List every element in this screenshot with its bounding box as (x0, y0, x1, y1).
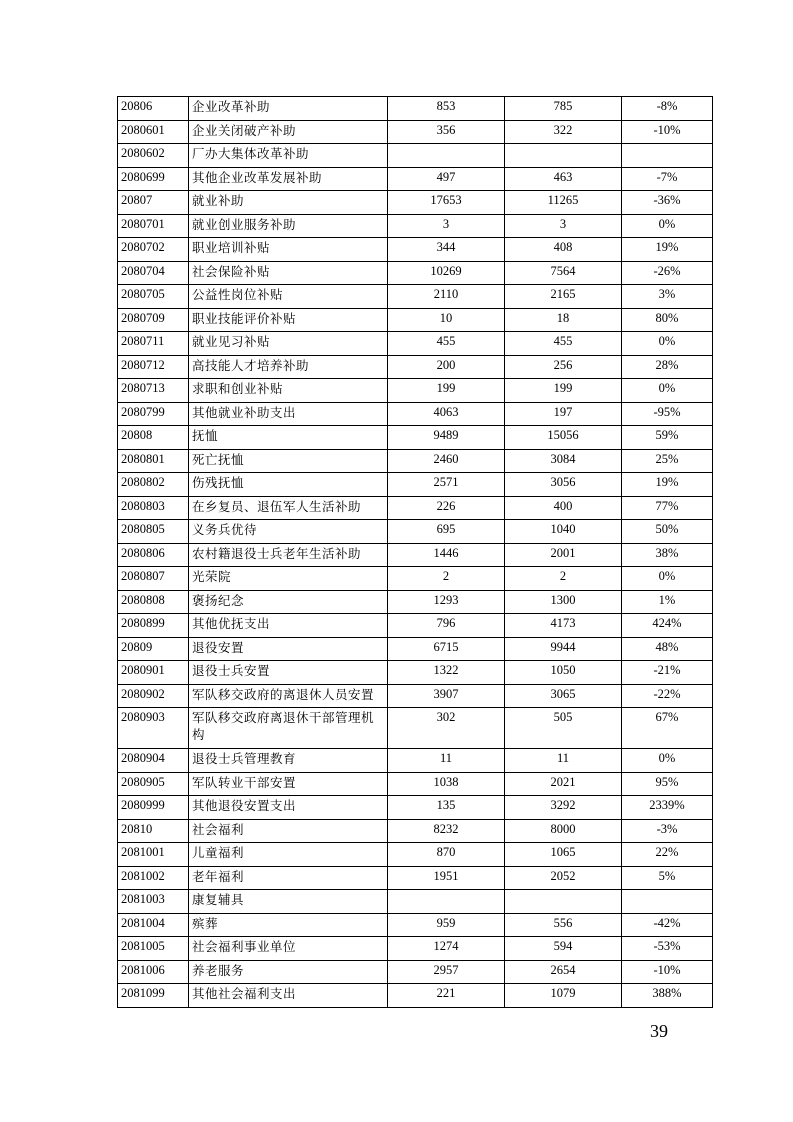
row-value-current: 18 (505, 308, 622, 332)
row-change-percent: -53% (622, 937, 713, 961)
row-value-current: 7564 (505, 261, 622, 285)
row-code: 2080709 (118, 308, 189, 332)
row-item-name: 企业关闭破产补助 (189, 120, 388, 144)
row-value-current: 3 (505, 214, 622, 238)
row-value-prior: 695 (388, 520, 505, 544)
row-change-percent: 59% (622, 426, 713, 450)
row-item-name: 就业补助 (189, 191, 388, 215)
row-item-name: 军队移交政府的离退休人员安置 (189, 684, 388, 708)
row-code: 2081005 (118, 937, 189, 961)
row-item-name: 退役士兵安置 (189, 661, 388, 685)
row-value-current: 400 (505, 496, 622, 520)
row-item-name: 儿童福利 (189, 843, 388, 867)
row-item-name: 社会保险补贴 (189, 261, 388, 285)
row-value-prior: 226 (388, 496, 505, 520)
table-row (118, 937, 713, 961)
row-change-percent: 424% (622, 614, 713, 638)
row-value-current: 463 (505, 167, 622, 191)
row-value-prior: 3907 (388, 684, 505, 708)
row-item-name: 高技能人才培养补助 (189, 355, 388, 379)
row-code: 2080705 (118, 285, 189, 309)
row-value-prior: 11 (388, 749, 505, 773)
row-change-percent: 77% (622, 496, 713, 520)
table-row (118, 637, 713, 661)
row-change-percent: 50% (622, 520, 713, 544)
table-row (118, 308, 713, 332)
table-row (118, 984, 713, 1008)
row-item-name: 其他优抚支出 (189, 614, 388, 638)
row-value-prior: 1446 (388, 543, 505, 567)
table-row (118, 426, 713, 450)
row-item-name: 抚恤 (189, 426, 388, 450)
row-code: 2080899 (118, 614, 189, 638)
row-item-name: 死亡抚恤 (189, 449, 388, 473)
row-code: 2080711 (118, 332, 189, 356)
row-item-name: 伤残抚恤 (189, 473, 388, 497)
row-value-prior: 8232 (388, 819, 505, 843)
row-code: 2080601 (118, 120, 189, 144)
row-value-current: 4173 (505, 614, 622, 638)
row-value-current (505, 890, 622, 914)
row-change-percent: -3% (622, 819, 713, 843)
row-value-prior: 1038 (388, 772, 505, 796)
row-change-percent (622, 144, 713, 168)
row-value-current: 785 (505, 97, 622, 121)
table-row (118, 449, 713, 473)
table-row (118, 684, 713, 708)
row-change-percent: 48% (622, 637, 713, 661)
row-value-current: 2165 (505, 285, 622, 309)
row-value-prior: 497 (388, 167, 505, 191)
row-value-prior: 1274 (388, 937, 505, 961)
row-value-prior: 344 (388, 238, 505, 262)
row-change-percent: -95% (622, 402, 713, 426)
table-row (118, 819, 713, 843)
row-change-percent: 0% (622, 214, 713, 238)
row-code: 2081004 (118, 913, 189, 937)
row-value-current: 2654 (505, 960, 622, 984)
row-item-name: 其他退役安置支出 (189, 796, 388, 820)
row-change-percent: -7% (622, 167, 713, 191)
row-item-name: 厂办大集体改革补助 (189, 144, 388, 168)
row-code: 2081003 (118, 890, 189, 914)
row-value-current: 2001 (505, 543, 622, 567)
row-value-current: 11 (505, 749, 622, 773)
table-row (118, 191, 713, 215)
table-row (118, 543, 713, 567)
row-code: 2080903 (118, 708, 189, 749)
row-code: 2080901 (118, 661, 189, 685)
row-value-current: 1079 (505, 984, 622, 1008)
table-row (118, 167, 713, 191)
row-value-current: 199 (505, 379, 622, 403)
row-change-percent: 95% (622, 772, 713, 796)
row-change-percent: -10% (622, 120, 713, 144)
row-value-current: 556 (505, 913, 622, 937)
budget-table-body (118, 97, 713, 1008)
row-value-current: 2021 (505, 772, 622, 796)
row-item-name: 褒扬纪念 (189, 590, 388, 614)
row-value-prior: 455 (388, 332, 505, 356)
row-code: 2080806 (118, 543, 189, 567)
row-item-name: 老年福利 (189, 866, 388, 890)
table-row (118, 590, 713, 614)
row-code: 2080602 (118, 144, 189, 168)
row-code: 2080699 (118, 167, 189, 191)
table-row (118, 708, 713, 749)
row-code: 2080702 (118, 238, 189, 262)
row-change-percent: -22% (622, 684, 713, 708)
row-value-prior: 959 (388, 913, 505, 937)
table-row (118, 332, 713, 356)
table-row (118, 749, 713, 773)
row-value-current: 3065 (505, 684, 622, 708)
row-item-name: 求职和创业补贴 (189, 379, 388, 403)
row-code: 2081001 (118, 843, 189, 867)
row-change-percent: 67% (622, 708, 713, 749)
row-item-name: 康复辅具 (189, 890, 388, 914)
table-row (118, 772, 713, 796)
table-row (118, 866, 713, 890)
table-row (118, 238, 713, 262)
row-code: 2081002 (118, 866, 189, 890)
row-code: 2080713 (118, 379, 189, 403)
row-value-prior: 1322 (388, 661, 505, 685)
row-value-current: 256 (505, 355, 622, 379)
row-change-percent: -36% (622, 191, 713, 215)
row-code: 2080807 (118, 567, 189, 591)
row-change-percent: -8% (622, 97, 713, 121)
row-item-name: 职业技能评价补贴 (189, 308, 388, 332)
table-row (118, 520, 713, 544)
row-value-prior: 17653 (388, 191, 505, 215)
row-value-current: 9944 (505, 637, 622, 661)
row-code: 2081006 (118, 960, 189, 984)
row-value-prior: 302 (388, 708, 505, 749)
row-value-current: 455 (505, 332, 622, 356)
row-item-name: 公益性岗位补贴 (189, 285, 388, 309)
table-row (118, 144, 713, 168)
table-row (118, 214, 713, 238)
row-change-percent: 28% (622, 355, 713, 379)
table-row (118, 796, 713, 820)
row-code: 20808 (118, 426, 189, 450)
row-item-name: 社会福利事业单位 (189, 937, 388, 961)
row-value-current: 1040 (505, 520, 622, 544)
row-change-percent: 38% (622, 543, 713, 567)
row-code: 2080712 (118, 355, 189, 379)
row-value-prior: 796 (388, 614, 505, 638)
row-value-current: 1065 (505, 843, 622, 867)
row-item-name: 就业见习补贴 (189, 332, 388, 356)
row-value-current: 2052 (505, 866, 622, 890)
row-value-prior: 853 (388, 97, 505, 121)
row-value-prior: 2110 (388, 285, 505, 309)
row-code: 2080801 (118, 449, 189, 473)
row-value-current: 408 (505, 238, 622, 262)
row-value-current: 594 (505, 937, 622, 961)
row-value-prior: 870 (388, 843, 505, 867)
page-number: 39 (650, 1021, 668, 1041)
row-value-prior: 221 (388, 984, 505, 1008)
row-change-percent: 0% (622, 379, 713, 403)
row-value-prior: 10269 (388, 261, 505, 285)
row-value-prior: 2571 (388, 473, 505, 497)
row-item-name: 在乡复员、退伍军人生活补助 (189, 496, 388, 520)
row-change-percent: 25% (622, 449, 713, 473)
row-item-name: 义务兵优待 (189, 520, 388, 544)
row-value-prior (388, 144, 505, 168)
row-item-name: 就业创业服务补助 (189, 214, 388, 238)
table-row (118, 379, 713, 403)
row-code: 20809 (118, 637, 189, 661)
row-change-percent: 22% (622, 843, 713, 867)
row-item-name: 军队移交政府离退休干部管理机构 (189, 708, 388, 749)
row-change-percent: -26% (622, 261, 713, 285)
row-change-percent: 0% (622, 332, 713, 356)
row-code: 2080805 (118, 520, 189, 544)
row-value-prior: 4063 (388, 402, 505, 426)
row-value-current: 2 (505, 567, 622, 591)
row-value-current: 1300 (505, 590, 622, 614)
row-value-prior: 2 (388, 567, 505, 591)
row-item-name: 企业改革补助 (189, 97, 388, 121)
row-value-prior: 3 (388, 214, 505, 238)
row-change-percent: 80% (622, 308, 713, 332)
row-item-name: 退役士兵管理教育 (189, 749, 388, 773)
row-value-prior: 2957 (388, 960, 505, 984)
table-row (118, 614, 713, 638)
row-value-prior: 356 (388, 120, 505, 144)
row-value-prior: 199 (388, 379, 505, 403)
row-item-name: 光荣院 (189, 567, 388, 591)
row-item-name: 养老服务 (189, 960, 388, 984)
row-value-current: 8000 (505, 819, 622, 843)
row-code: 2080904 (118, 749, 189, 773)
row-change-percent (622, 890, 713, 914)
row-change-percent: -42% (622, 913, 713, 937)
row-code: 20807 (118, 191, 189, 215)
row-item-name: 其他企业改革发展补助 (189, 167, 388, 191)
row-code: 2080999 (118, 796, 189, 820)
row-change-percent: 1% (622, 590, 713, 614)
row-change-percent: 5% (622, 866, 713, 890)
table-row (118, 960, 713, 984)
row-value-prior: 135 (388, 796, 505, 820)
table-row (118, 890, 713, 914)
row-code: 2080902 (118, 684, 189, 708)
table-row (118, 496, 713, 520)
table-row (118, 402, 713, 426)
row-code: 20810 (118, 819, 189, 843)
row-value-prior: 1951 (388, 866, 505, 890)
budget-table (117, 96, 713, 1008)
row-item-name: 军队转业干部安置 (189, 772, 388, 796)
table-row (118, 473, 713, 497)
row-value-current: 197 (505, 402, 622, 426)
row-code: 2080905 (118, 772, 189, 796)
row-value-prior (388, 890, 505, 914)
row-value-current: 3292 (505, 796, 622, 820)
table-row (118, 661, 713, 685)
table-row (118, 261, 713, 285)
row-change-percent: -10% (622, 960, 713, 984)
row-value-current: 15056 (505, 426, 622, 450)
table-row (118, 567, 713, 591)
row-item-name: 社会福利 (189, 819, 388, 843)
table-row (118, 97, 713, 121)
table-row (118, 285, 713, 309)
table-row (118, 120, 713, 144)
row-change-percent: 0% (622, 567, 713, 591)
row-value-prior: 6715 (388, 637, 505, 661)
row-item-name: 退役安置 (189, 637, 388, 661)
row-value-prior: 200 (388, 355, 505, 379)
row-code: 2080803 (118, 496, 189, 520)
table-row (118, 843, 713, 867)
row-item-name: 其他社会福利支出 (189, 984, 388, 1008)
row-change-percent: 19% (622, 238, 713, 262)
row-change-percent: 0% (622, 749, 713, 773)
row-change-percent: 2339% (622, 796, 713, 820)
row-value-prior: 1293 (388, 590, 505, 614)
row-item-name: 殡葬 (189, 913, 388, 937)
row-value-current: 1050 (505, 661, 622, 685)
row-item-name: 其他就业补助支出 (189, 402, 388, 426)
row-change-percent: -21% (622, 661, 713, 685)
row-item-name: 职业培训补贴 (189, 238, 388, 262)
row-code: 2080802 (118, 473, 189, 497)
row-value-current: 505 (505, 708, 622, 749)
row-value-current: 11265 (505, 191, 622, 215)
row-code: 2080808 (118, 590, 189, 614)
table-row (118, 355, 713, 379)
row-value-current: 3084 (505, 449, 622, 473)
row-change-percent: 3% (622, 285, 713, 309)
row-value-current: 322 (505, 120, 622, 144)
row-code: 2080701 (118, 214, 189, 238)
row-change-percent: 19% (622, 473, 713, 497)
row-value-prior: 10 (388, 308, 505, 332)
row-value-prior: 9489 (388, 426, 505, 450)
row-code: 20806 (118, 97, 189, 121)
table-row (118, 913, 713, 937)
row-change-percent: 388% (622, 984, 713, 1008)
row-code: 2080704 (118, 261, 189, 285)
row-item-name: 农村籍退役士兵老年生活补助 (189, 543, 388, 567)
row-value-current (505, 144, 622, 168)
row-code: 2080799 (118, 402, 189, 426)
row-value-current: 3056 (505, 473, 622, 497)
row-code: 2081099 (118, 984, 189, 1008)
row-value-prior: 2460 (388, 449, 505, 473)
